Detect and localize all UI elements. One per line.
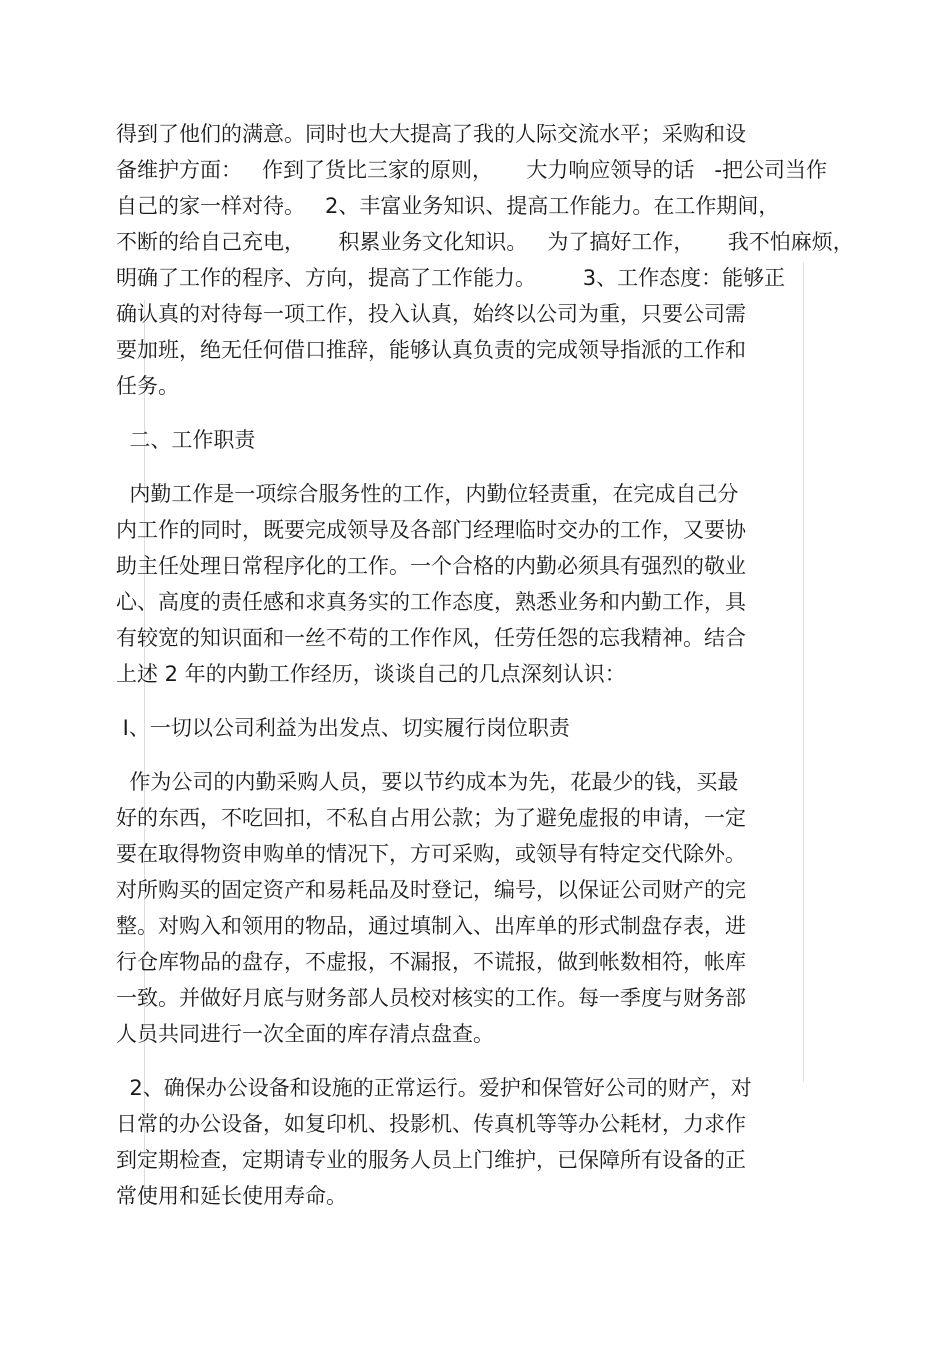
text-line: 心、高度的责任感和求真务实的工作态度，熟悉业务和内勤工作，具 xyxy=(116,590,746,614)
text-line: 到定期检查，定期请专业的服务人员上门维护，已保障所有设备的正 xyxy=(116,1148,746,1172)
text-line: 整。对购入和领用的物品，通过填制入、出库单的形式制盘存表，进 xyxy=(116,914,746,938)
text-line: 一致。并做好月底与财务部人员校对核实的工作。每一季度与财务部 xyxy=(116,986,746,1010)
text-line: 明确了工作的程序、方向，提高了工作能力。 3、工作态度：能够正 xyxy=(116,266,786,290)
text-line: 日常的办公设备，如复印机、投影机、传真机等等办公耗材，力求作 xyxy=(116,1112,746,1136)
subsection-heading-company-interest: I、一切以公司利益为出发点、切实履行岗位职责 xyxy=(116,716,570,740)
text-line: 内工作的同时，既要完成领导及各部门经理临时交办的工作，又要协 xyxy=(116,518,746,542)
paragraph-2 xyxy=(116,476,832,692)
section-heading-job-duties: 二、工作职责 xyxy=(116,428,256,452)
paragraph-4 xyxy=(116,1070,832,1214)
text-line: 备维护方面： 作到了货比三家的原则， 大力响应领导的话 -把公司当作 xyxy=(116,158,828,182)
text-line: 助主任处理日常程序化的工作。一个合格的内勤必须具有强烈的敬业 xyxy=(116,554,746,578)
text-line: 行仓库物品的盘存，不虚报，不漏报，不谎报，做到帐数相符，帐库 xyxy=(116,950,746,974)
text-line: 好的东西，不吃回扣，不私自占用公款；为了避免虚报的申请，一定 xyxy=(116,806,746,830)
text-line: 人员共同进行一次全面的库存清点盘查。 xyxy=(116,1022,494,1046)
text-line: 要在取得物资申购单的情况下，方可采购，或领导有特定交代除外。 xyxy=(116,842,746,866)
text-line: 自己的家一样对待。 2、丰富业务知识、提高工作能力。在工作期间， xyxy=(116,194,780,218)
text-line: 上述 2 年的内勤工作经历，谈谈自己的几点深刻认识： xyxy=(116,662,626,686)
paragraph-1 xyxy=(116,116,854,404)
paragraph-3 xyxy=(116,764,832,1052)
text-line: 2、确保办公设备和设施的正常运行。爱护和保管好公司的财产，对 xyxy=(116,1076,752,1100)
text-line: 任务。 xyxy=(116,374,179,398)
text-line: 得到了他们的满意。同时也大大提高了我的人际交流水平；采购和设 xyxy=(116,122,746,146)
text-line: 有较宽的知识面和一丝不苟的工作作风，任劳任怨的忘我精神。结合 xyxy=(116,626,746,650)
text-line: 要加班，绝无任何借口推辞，能够认真负责的完成领导指派的工作和 xyxy=(116,338,746,362)
text-line: 确认真的对待每一项工作，投入认真，始终以公司为重，只要公司需 xyxy=(116,302,746,326)
text-line: 对所购买的固定资产和易耗品及时登记，编号，以保证公司财产的完 xyxy=(116,878,746,902)
document-page xyxy=(116,116,854,1214)
text-line: 作为公司的内勤采购人员，要以节约成本为先，花最少的钱，买最 xyxy=(116,770,739,794)
text-line: 不断的给自己充电， 积累业务文化知识。 为了搞好工作， 我不怕麻烦， xyxy=(116,230,854,254)
text-line: 常使用和延长使用寿命。 xyxy=(116,1184,347,1208)
text-line: 内勤工作是一项综合服务性的工作，内勤位轻责重，在完成自己分 xyxy=(116,482,739,506)
